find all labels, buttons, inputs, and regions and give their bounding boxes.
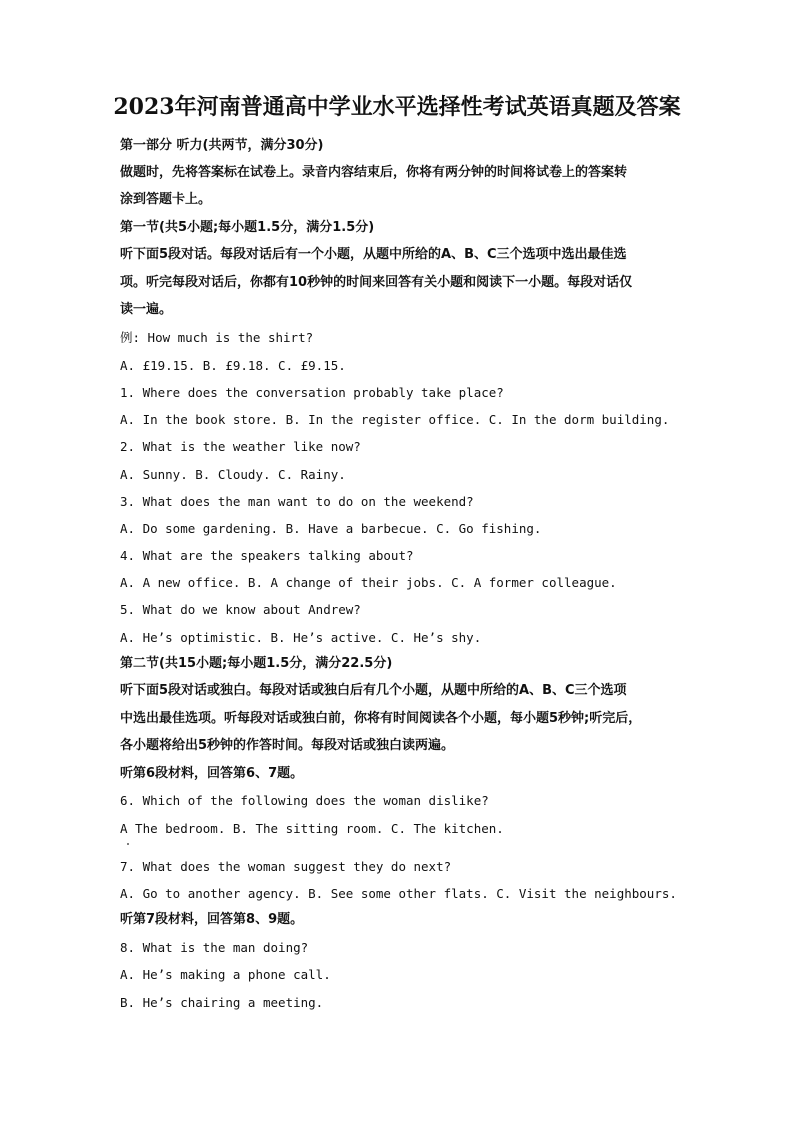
section1-instructions-line3: 读一遍。 — [120, 302, 173, 317]
question-7: 7. What does the woman suggest they do next? — [120, 859, 452, 874]
part1-instructions-line1: 做题时，先将答案标在试卷上。录音内容结束后，你将有两分钟的时间将试卷上的答案转 — [120, 165, 628, 180]
question-1-options: A. In the book store. B. In the register office. C. In the dorm building. — [120, 412, 670, 427]
question-2-options: A. Sunny. B. Cloudy. C. Rainy. — [120, 467, 346, 482]
question-4: 4. What are the speakers talking about? — [120, 548, 414, 563]
section1-heading: 第一节(共5小题;每小题1.5分，满分1.5分) — [120, 220, 375, 235]
question-4-options: A. A new office. B. A change of their jobs. C. A former colleague. — [120, 575, 617, 590]
section2-instructions-line1: 听下面5段对话或独白。每段对话或独白后有几个小题，从题中所给的A、B、C三个选项 — [120, 683, 627, 698]
question-2: 2. What is the weather like now? — [120, 439, 361, 454]
question-3-options: A. Do some gardening. B. Have a barbecue. C. Go fishing. — [120, 521, 542, 536]
document-title: 2023年河南普通高中学业水平选择性考试英语真题及答案 — [113, 94, 681, 120]
question-1: 1. Where does the conversation probably take place? — [120, 385, 504, 400]
question-8-option-a: A. He’s making a phone call. — [120, 967, 331, 982]
section1-instructions-line1: 听下面5段对话。每段对话后有一个小题，从题中所给的A、B、C三个选项中选出最佳选 — [120, 247, 627, 262]
section2-instructions-line3: 各小题将给出5秒钟的作答时间。每段对话或独白读两遍。 — [120, 738, 455, 753]
question-5: 5. What do we know about Andrew? — [120, 602, 361, 617]
section2-instructions-line2: 中选出最佳选项。听每段对话或独白前，你将有时间阅读各个小题，每小题5秒钟;听完后， — [120, 711, 642, 726]
material-6-heading: 听第6段材料，回答第6、7题。 — [120, 766, 304, 781]
question-8: 8. What is the man doing? — [120, 940, 309, 955]
example-options: A. £19.15. B. £9.18. C. £9.15. — [120, 358, 346, 373]
section2-heading: 第二节(共15小题;每小题1.5分，满分22.5分) — [120, 656, 393, 671]
part1-instructions-line2: 涂到答题卡上。 — [120, 192, 212, 207]
question-6-options: A The bedroom. B. The sitting room. C. The kitchen. — [120, 821, 504, 836]
question-8-option-b: B. He’s chairing a meeting. — [120, 995, 324, 1010]
question-7-options: A. Go to another agency. B. See some other flats. C. Visit the neighbours. — [120, 886, 677, 901]
question-3: 3. What does the man want to do on the weekend? — [120, 494, 474, 509]
stray-mark — [127, 843, 129, 845]
example-question: 例: How much is the shirt? — [120, 330, 314, 345]
question-6: 6. Which of the following does the woman dislike? — [120, 793, 489, 808]
question-5-options: A. He’s optimistic. B. He’s active. C. He’s shy. — [120, 630, 482, 645]
part1-heading: 第一部分 听力(共两节，满分30分) — [120, 138, 324, 153]
material-7-heading: 听第7段材料，回答第8、9题。 — [120, 912, 304, 927]
section1-instructions-line2: 项。听完每段对话后，你都有10秒钟的时间来回答有关小题和阅读下一小题。每段对话仅 — [120, 275, 633, 290]
